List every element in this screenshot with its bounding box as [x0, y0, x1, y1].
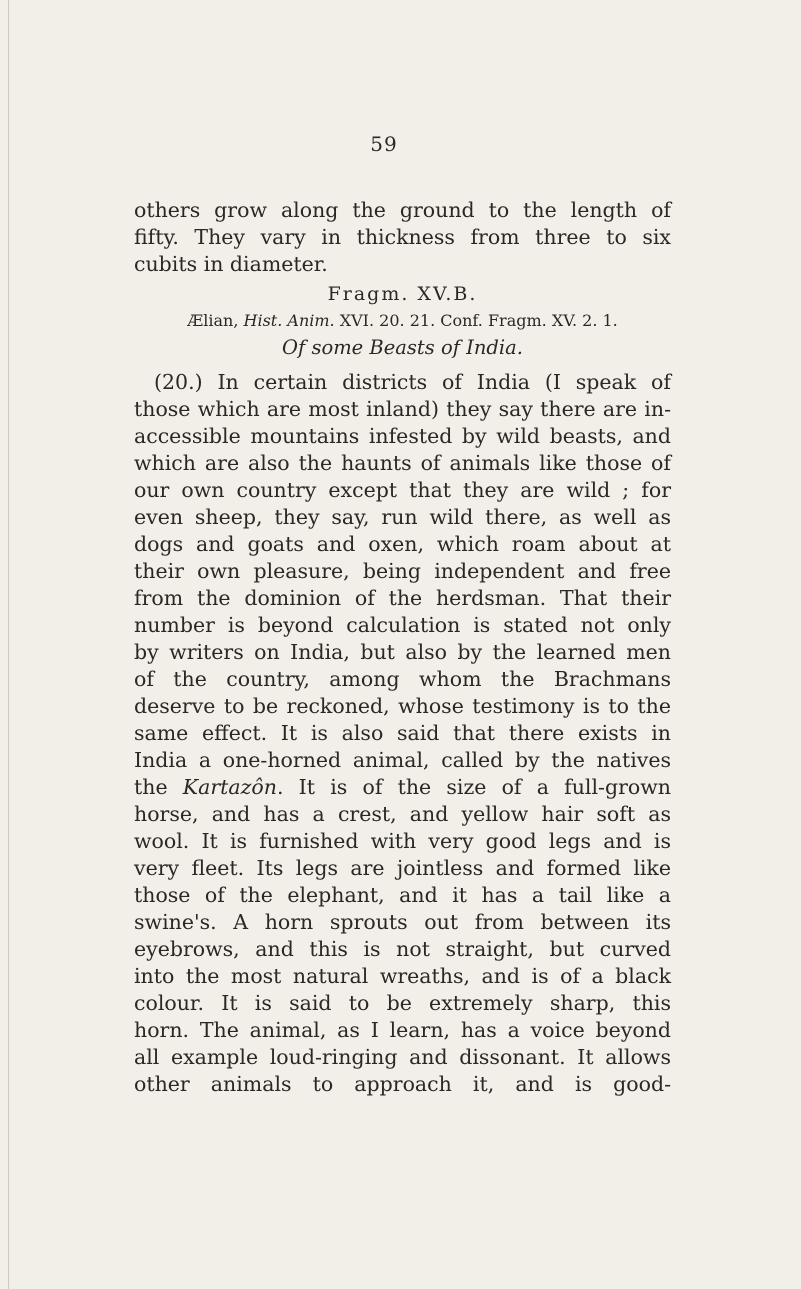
text-line: dogs and goats and oxen, which roam about at — [134, 532, 671, 556]
text-line: other animals to approach it, and is good- — [134, 1072, 671, 1096]
text-line: very fleet. Its legs are jointless and formed like — [134, 856, 671, 880]
ref-work: Hist. Anim. — [243, 311, 335, 330]
text-line: (20.) In certain districts of India (I speak of — [154, 370, 671, 394]
page-number: 59 — [370, 132, 398, 156]
text-line: from the dominion of the herdsman. That their — [134, 586, 671, 610]
text-line: deserve to be reckoned, whose testimony is to the — [134, 694, 671, 718]
fragment-heading: Fragm. XV.B. — [327, 283, 478, 305]
ref-author: Ælian, — [187, 311, 239, 330]
text-line: even sheep, they say, run wild there, as well as — [134, 505, 671, 529]
text-line: wool. It is furnished with very good legs and is — [134, 829, 671, 853]
kartazon-term: Kartazôn — [182, 775, 277, 799]
page-edge-shadow — [8, 0, 9, 1289]
text-line: fifty. They vary in thickness from three to six — [134, 225, 671, 249]
text-line: horn. The animal, as I learn, has a voice beyond — [134, 1018, 671, 1042]
text-line: accessible mountains infested by wild beasts, and — [134, 424, 671, 448]
text-line: eyebrows, and this is not straight, but curved — [134, 937, 671, 961]
text-line-kartazon — [134, 774, 671, 801]
source-reference — [134, 308, 671, 334]
text-line: those which are most inland) they say there are in- — [134, 397, 671, 421]
text-line: swine's. A horn sprouts out from between its — [134, 910, 671, 934]
section-subtitle: Of some Beasts of India. — [282, 336, 523, 359]
text-line: others grow along the ground to the length of — [134, 198, 671, 222]
text-line: number is beyond calculation is stated not only — [134, 613, 671, 637]
text-line: of the country, among whom the Brachmans — [134, 667, 671, 691]
text-line: those of the elephant, and it has a tail like a — [134, 883, 671, 907]
text-line: India a one-horned animal, called by the natives — [134, 748, 671, 772]
text-line: same effect. It is also said that there exists in — [134, 721, 671, 745]
text-line: into the most natural wreaths, and is of a black — [134, 964, 671, 988]
text-line: which are also the haunts of animals like those of — [134, 451, 671, 475]
text-line: all example loud-ringing and dissonant. It allows — [134, 1045, 671, 1069]
text-block — [134, 197, 671, 1098]
text-line: our own country except that they are wild ; for — [134, 478, 671, 502]
kartazon-after: . It is of the size of a full-grown — [276, 775, 671, 799]
text-line: cubits in diameter. — [134, 252, 328, 276]
text-line: colour. It is said to be extremely sharp, this — [134, 991, 671, 1015]
text-line: their own pleasure, being independent and free — [134, 559, 671, 583]
kartazon-before: the — [134, 775, 183, 799]
text-line: horse, and has a crest, and yellow hair soft as — [134, 802, 671, 826]
ref-rest: XVI. 20. 21. Conf. Fragm. XV. 2. 1. — [339, 311, 618, 330]
text-line: by writers on India, but also by the learned men — [134, 640, 671, 664]
